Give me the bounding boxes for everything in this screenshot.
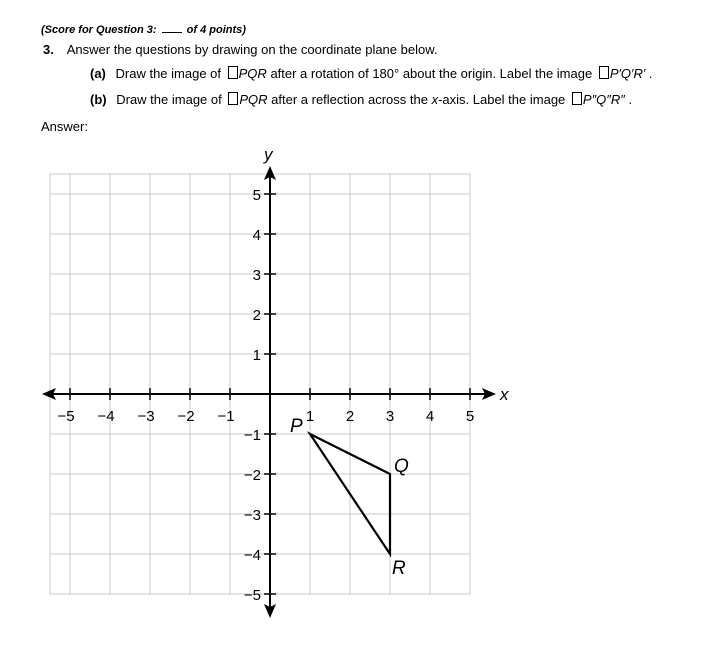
y-tick-label: 2 xyxy=(252,307,261,324)
part-b-end: . xyxy=(628,92,633,107)
y-tick-label: −2 xyxy=(243,467,261,484)
part-a-triangle: PQR xyxy=(238,66,267,81)
y-tick-label: 5 xyxy=(252,187,261,204)
part-a-text-middle: after a rotation of 180° about the origin. Label the image xyxy=(270,66,593,81)
part-a-label: (a) xyxy=(90,66,106,81)
x-tick-label: −1 xyxy=(217,408,235,425)
x-tick-label: 1 xyxy=(305,408,315,425)
x-tick-label: 2 xyxy=(345,408,355,425)
x-tick-label: −3 xyxy=(137,408,155,425)
y-tick-label: −3 xyxy=(243,507,261,524)
part-a-image-label: P′Q′R′ xyxy=(609,66,646,81)
part-b-triangle: PQR xyxy=(239,92,268,107)
part-b-label: (b) xyxy=(90,92,107,107)
y-tick-label: −4 xyxy=(243,547,261,564)
y-tick-label: 3 xyxy=(252,267,261,284)
x-tick-label: −2 xyxy=(177,408,195,425)
score-suffix: of 4 points) xyxy=(186,24,246,36)
x-tick-label: 3 xyxy=(385,408,395,425)
part-b-axis-word: x xyxy=(431,92,439,107)
part-b-text-after-axis: -axis. Label the image xyxy=(438,92,566,107)
y-axis-label: y xyxy=(264,145,273,164)
answer-label: Answer: xyxy=(41,119,88,134)
x-axis-label: x xyxy=(500,385,509,404)
x-tick-label: −4 xyxy=(97,408,115,425)
part-a-end: . xyxy=(648,66,653,81)
part-b-text-middle: after a reflection across the xyxy=(271,92,428,107)
question-number: 3. xyxy=(43,42,54,57)
part-a-text-before: Draw the image of xyxy=(115,66,222,81)
score-prefix: (Score for Question 3: xyxy=(41,24,157,36)
vertex-label-r: R xyxy=(392,558,406,579)
x-tick-label: 5 xyxy=(465,408,475,425)
y-tick-label: 4 xyxy=(252,227,261,244)
part-b-image-label: P″Q″R″ xyxy=(582,92,625,107)
part-b-text-before: Draw the image of xyxy=(116,92,222,107)
y-tick-label: −5 xyxy=(243,587,261,604)
vertex-label-p: P xyxy=(290,416,303,437)
x-tick-label: 4 xyxy=(425,408,435,425)
question-text: Answer the questions by drawing on the coordinate plane below. xyxy=(66,42,438,57)
x-tick-label: −5 xyxy=(57,408,75,425)
vertex-label-q: Q xyxy=(394,456,409,477)
y-tick-label: 1 xyxy=(252,347,261,364)
y-tick-label: −1 xyxy=(243,427,261,444)
